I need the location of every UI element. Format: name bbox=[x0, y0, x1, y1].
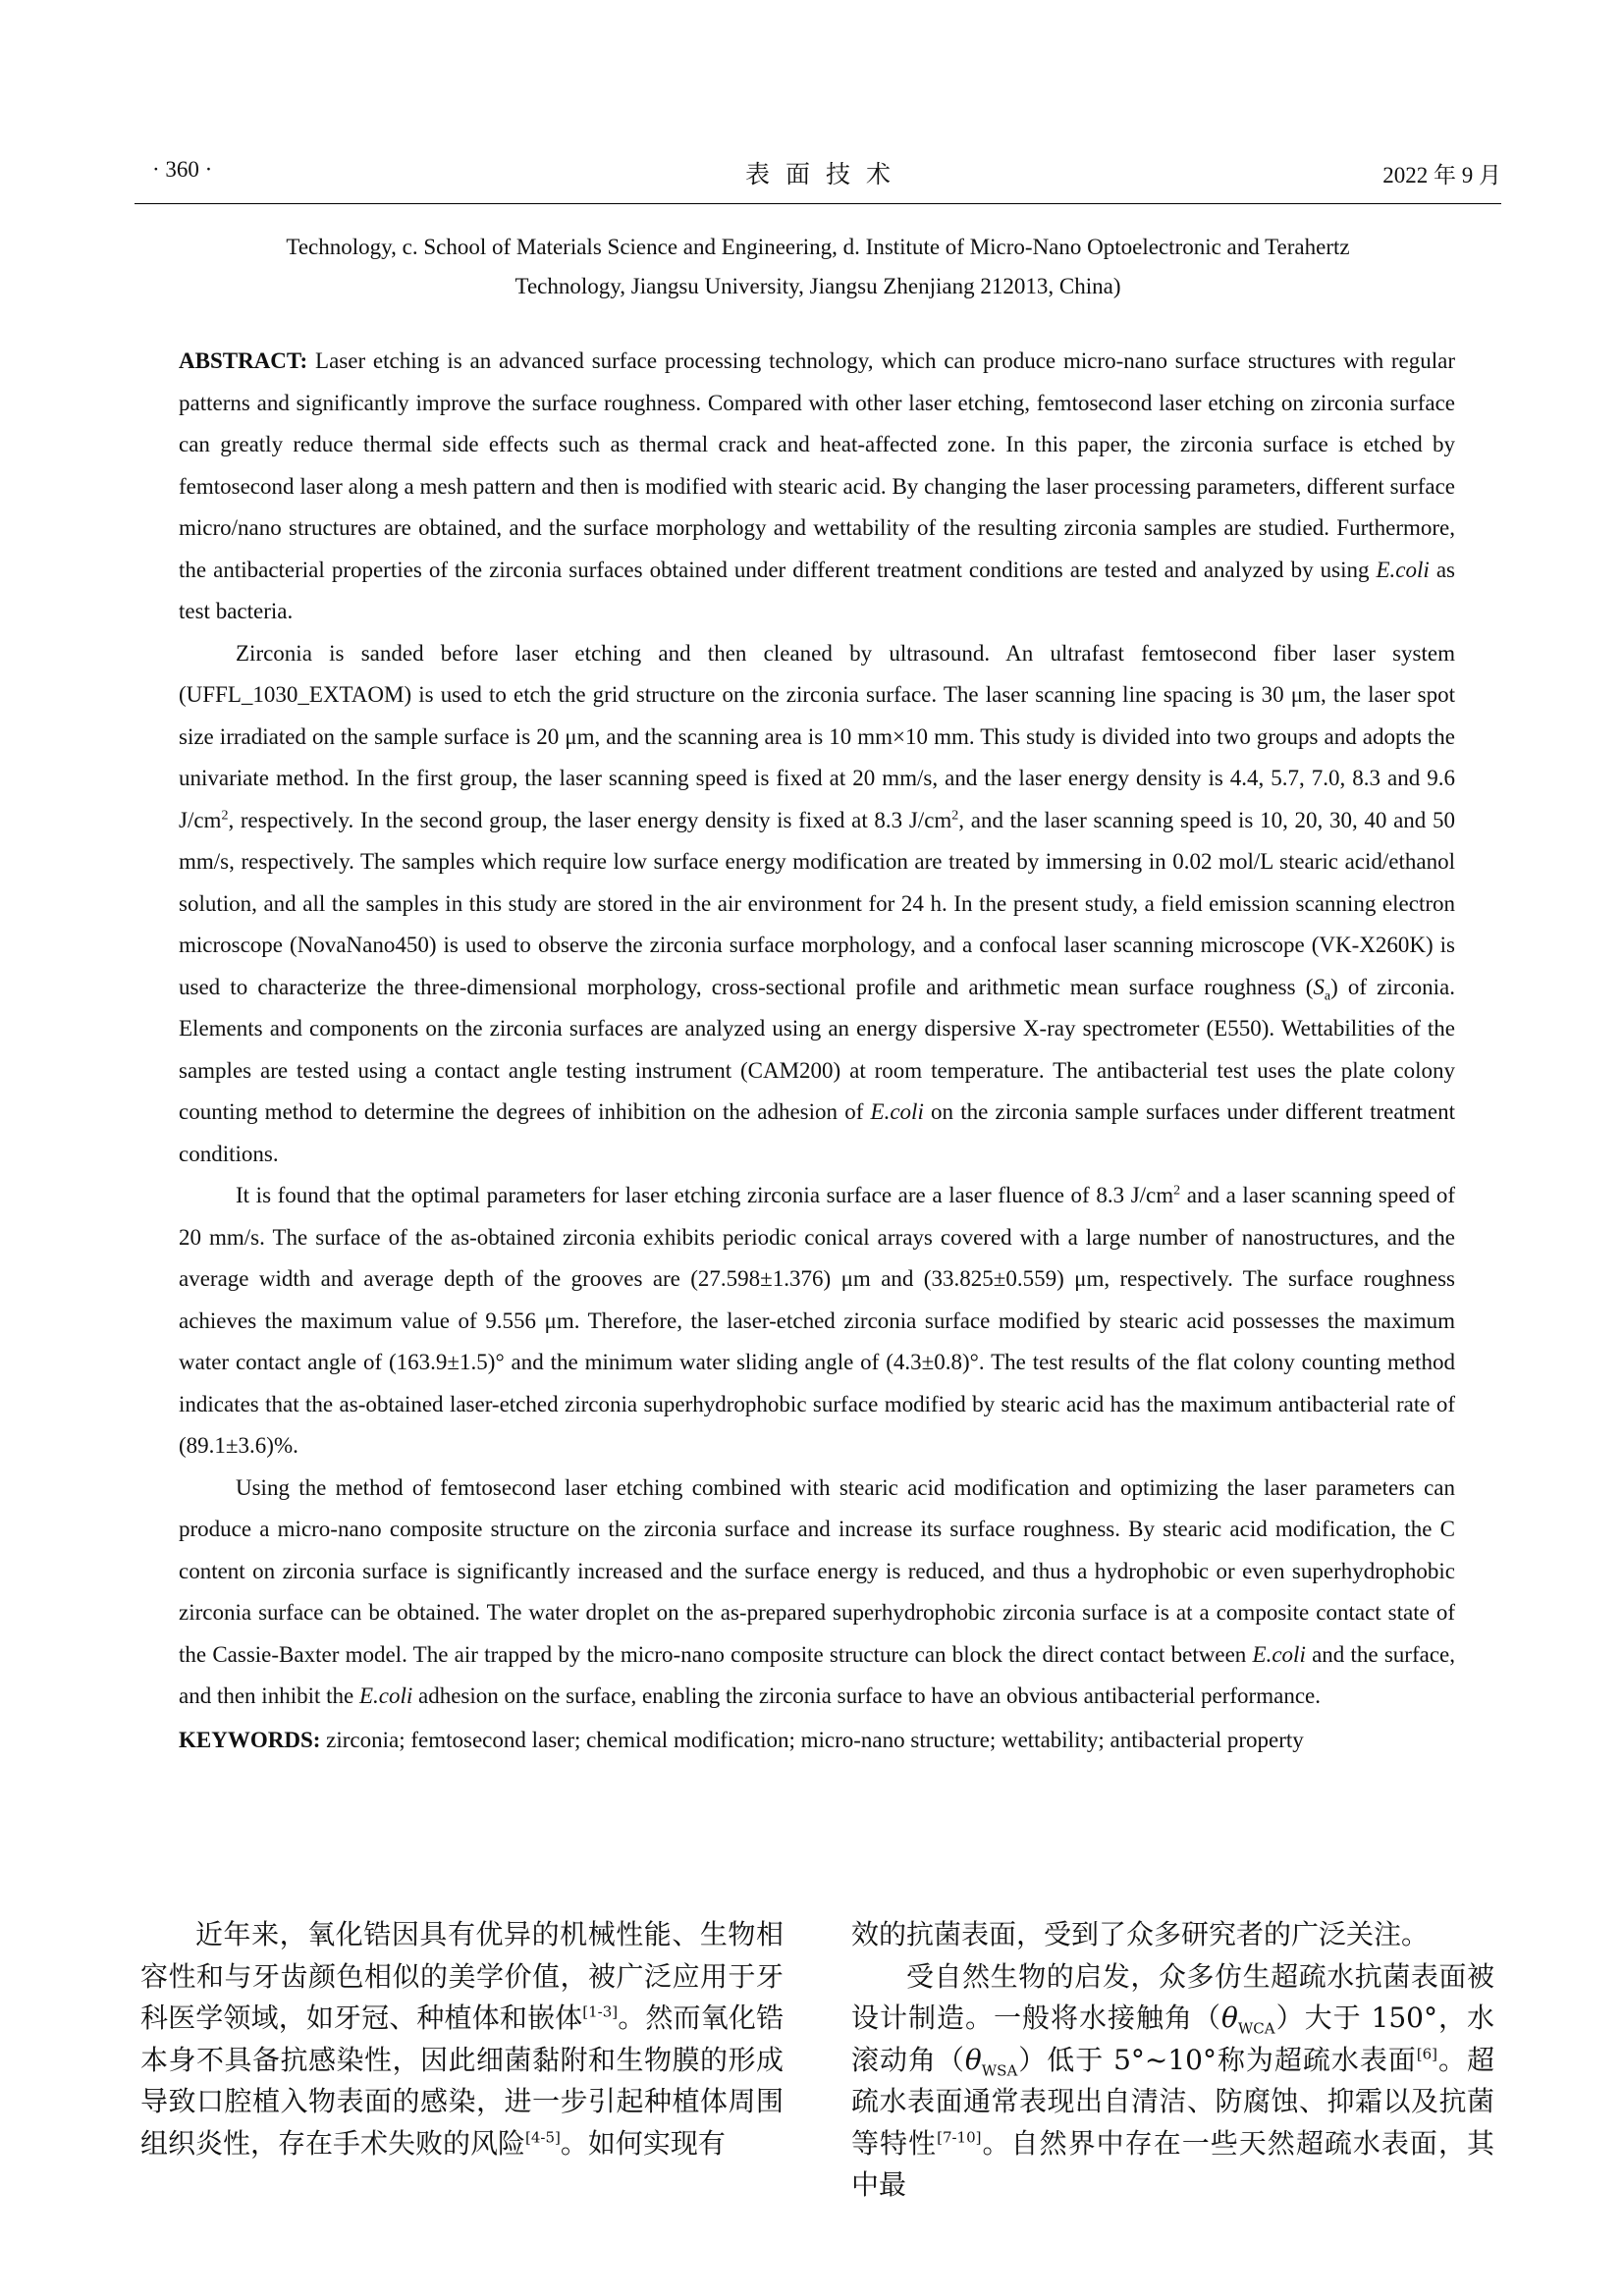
theta-symbol: θ bbox=[1221, 2002, 1238, 2034]
superscript: 2 bbox=[951, 807, 959, 823]
bacteria-name: E.coli bbox=[870, 1099, 924, 1124]
subscript: WSA bbox=[981, 2061, 1018, 2080]
body-text: ）低于 5°~10°称为超疏水表面 bbox=[1017, 2043, 1417, 2076]
abstract-text: Using the method of femtosecond laser etching combined with stearic acid modification and optimizing the laser parameters can produce a micro-nano composite structure on the zirconia surface and increase its surface roughness. By stearic acid modification, the C content on zirconia surface is significantly increased and the surface energy is reduced, and thus a hydrophobic or even superhydrophobic zirconia surface can be obtained. The water droplet on the as-prepared superhydrophobic zirconia surface is at a composite contact state of the Cassie-Baxter model. The air trapped by the micro-nano composite structure can block the direct contact between bbox=[179, 1474, 1455, 1667]
keywords bbox=[179, 1720, 1455, 1762]
bacteria-name: E.coli bbox=[1252, 1641, 1306, 1667]
body-text: 。自然界中存在一些天然超疏水表面，其中最 bbox=[851, 2126, 1494, 2201]
keywords-label: KEYWORDS: bbox=[179, 1727, 321, 1752]
affiliation bbox=[177, 228, 1459, 306]
body-paragraph bbox=[140, 1914, 784, 2164]
subscript: WCA bbox=[1237, 2019, 1275, 2038]
journal-title-char: 面 bbox=[785, 162, 810, 188]
abstract-text: Laser etching is an advanced surface processing technology, which can produce micro-nano surface structures with regular patterns and significantly improve the surface roughness. Compared with other laser etching, femtosecond laser etching on zirconia surface can greatly reduce thermal side effects such as thermal crack and heat-affected zone. In this paper, the zirconia surface is etched by femtosecond laser along a mesh pattern and then is modified with stearic acid. By changing the laser processing parameters, different surface micro/nano structures are obtained, and the surface morphology and wettability of the resulting zirconia samples are studied. Furthermore, the antibacterial properties of the zirconia surfaces obtained under different treatment conditions are tested and analyzed by using bbox=[179, 348, 1455, 582]
bacteria-name: E.coli bbox=[1376, 557, 1430, 582]
journal-title bbox=[135, 155, 1501, 190]
journal-title-char: 技 bbox=[826, 162, 851, 188]
citation[interactable]: [6] bbox=[1416, 2045, 1438, 2063]
abstract-text: It is found that the optimal parameters for laser etching zirconia surface are a laser fluence of 8.3 J/cm bbox=[236, 1183, 1174, 1207]
body-text: 受自然生物的启发，众多仿生超疏水抗菌表面被设计制造。一般将水接触角（ bbox=[851, 1959, 1494, 2034]
body-column-left bbox=[140, 1914, 784, 2164]
superscript: 2 bbox=[1173, 1183, 1181, 1199]
affiliation-line: Technology, Jiangsu University, Jiangsu Zhenjiang 212013, China) bbox=[514, 274, 1121, 298]
abstract-text: and a laser scanning speed of 20 mm/s. The surface of the as-obtained zirconia exhibits periodic conical arrays covered with a large number of nanostructures, and the average width and average depth of the grooves are (27.598±1.376) μm and (33.825±0.559) μm, respectively. The surface roughness achieves the maximum value of 9.556 μm. Therefore, the laser-etched zirconia surface modified by stearic acid possesses the maximum water contact angle of (163.9±1.5)° and the minimum water sliding angle of (4.3±0.8)°. The test results of the flat colony counting method indicates that the as-obtained laser-etched zirconia superhydrophobic surface modified by stearic acid has the maximum antibacterial rate of (89.1±3.6)%. bbox=[179, 1183, 1456, 1458]
citation[interactable]: [4-5] bbox=[525, 2128, 561, 2147]
body-text: 。超疏水表面通常表现出自清洁、防腐蚀、抑霜以及抗菌等特性 bbox=[851, 2043, 1494, 2160]
journal-title-char: 术 bbox=[866, 162, 892, 188]
body-text: 近年来，氧化锆因具有优异的机械性能、生物相容性和与牙齿颜色相似的美学价值，被广泛应用于牙科医学领域，如牙冠、种植体和嵌体 bbox=[140, 1918, 784, 2034]
abstract-text: Zirconia is sanded before laser etching and then cleaned by ultrasound. An ultrafast femtosecond fiber laser system (UFFL_1030_EXTAOM) is used to etch the grid structure on the zirconia surface. The laser scanning line spacing is 30 μm, the laser spot size irradiated on the sample surface is 20 μm, and the scanning area is 10 mm×10 mm. This study is divided into two groups and adopts the univariate method. In the first group, the laser scanning speed is fixed at 20 mm/s, and the laser energy density is 4.4, 5.7, 7.0, 8.3 and 9.6 J/cm bbox=[179, 640, 1455, 832]
superscript: 2 bbox=[221, 807, 229, 823]
body-text: 。然而氧化锆本身不具备抗感染性，因此细菌黏附和生物膜的形成导致口腔植入物表面的感染，进一步引起种植体周围组织炎性，存在手术失败的风险 bbox=[140, 2002, 784, 2160]
journal-title-char: 表 bbox=[744, 162, 770, 188]
body-column-right bbox=[851, 1914, 1494, 2207]
citation[interactable]: [7-10] bbox=[937, 2128, 982, 2147]
abstract-text: as test bacteria. bbox=[179, 557, 1455, 623]
body-paragraph: 效的抗菌表面，受到了众多研究者的广泛关注。 bbox=[851, 1918, 1430, 1950]
body-text: ）大于 150°，水滚动角（ bbox=[851, 2002, 1494, 2076]
symbol-S: S bbox=[1313, 974, 1325, 999]
abstract-text: , and the laser scanning speed is 10, 20, 30, 40 and 50 mm/s, respectively. The samples which require low surface energy modification are treated by immersing in 0.02 mol/L stearic acid/ethanol solution, and all the samples in this study are stored in the air environment for 24 h. In the present study, a field emission scanning electron microscope (NovaNano450) is used to observe the zirconia surface morphology, and a confocal laser scanning microscope (VK-X260K) is used to characterize the three-dimensional morphology, cross-sectional profile and arithmetic mean surface roughness ( bbox=[179, 807, 1455, 999]
running-header bbox=[135, 157, 1501, 200]
citation[interactable]: [1-3] bbox=[582, 2002, 619, 2021]
abstract-text: adhesion on the surface, enabling the zirconia surface to have an obvious antibacterial performance. bbox=[412, 1683, 1321, 1708]
abstract-paragraph bbox=[179, 1175, 1455, 1468]
abstract-paragraph bbox=[179, 1468, 1455, 1718]
abstract-text: on the zirconia sample surfaces under different treatment conditions. bbox=[179, 1099, 1455, 1166]
subscript: a bbox=[1324, 988, 1331, 1004]
abstract-text: and the surface, and then inhibit the bbox=[179, 1641, 1456, 1708]
issue-date: 2022 年 9 月 bbox=[1382, 163, 1501, 187]
page-number: · 360 · bbox=[152, 157, 213, 182]
abstract-text: ) of zirconia. Elements and components on the zirconia surfaces are analyzed using an energy dispersive X-ray spectrometer (E550). Wettabilities of the samples are tested using a contact angle testing instrument (CAM200) at room temperature. The antibacterial test uses the plate colony counting method to determine the degrees of inhibition on the adhesion of bbox=[179, 974, 1455, 1124]
body-text: 。如何实现有 bbox=[560, 2126, 726, 2160]
english-abstract bbox=[179, 341, 1455, 1761]
abstract-paragraph bbox=[179, 633, 1455, 1176]
bacteria-name: E.coli bbox=[358, 1683, 413, 1708]
abstract-label: ABSTRACT: bbox=[179, 348, 308, 373]
abstract-text: , respectively. In the second group, the laser energy density is fixed at 8.3 J/cm bbox=[228, 807, 952, 832]
header-rule bbox=[135, 203, 1501, 204]
keywords-text: zirconia; femtosecond laser; chemical modification; micro-nano structure; wettability; antibacterial property bbox=[320, 1727, 1304, 1752]
affiliation-line: Technology, c. School of Materials Science and Engineering, d. Institute of Micro-Nano Optoelectronic and Terahertz bbox=[286, 235, 1350, 259]
abstract-paragraph bbox=[179, 341, 1455, 633]
body-paragraph bbox=[851, 1956, 1494, 2207]
theta-symbol: θ bbox=[964, 2043, 982, 2076]
